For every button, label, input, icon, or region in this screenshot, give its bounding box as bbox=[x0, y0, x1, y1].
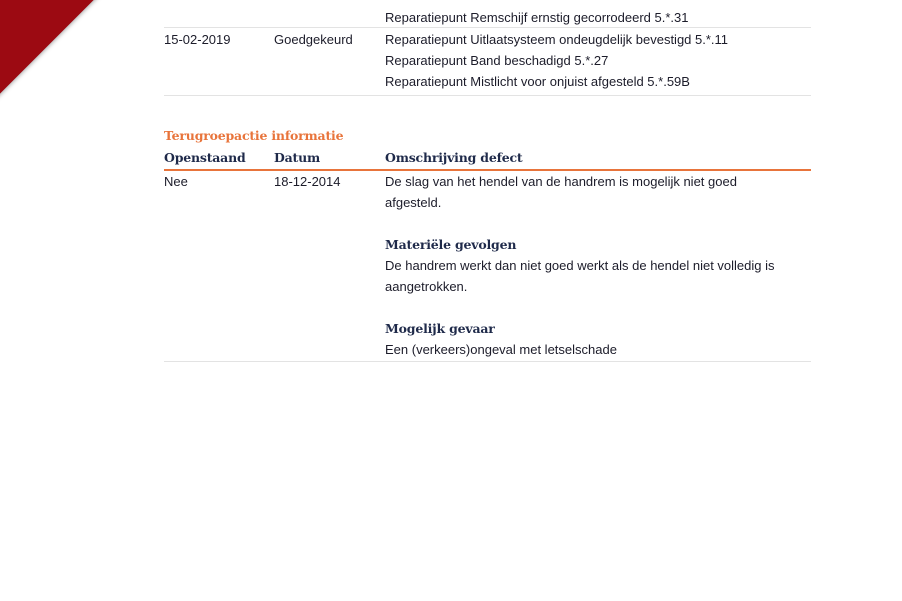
keuring-item: Reparatiepunt Band beschadigd 5.*.27 bbox=[385, 53, 609, 68]
recall-description bbox=[385, 171, 805, 360]
keuring-status: Goedgekeurd bbox=[274, 32, 353, 47]
header-date: Datum bbox=[274, 150, 321, 165]
keuring-item bbox=[385, 0, 811, 7]
recall-section-title: Terugroepactie informatie bbox=[164, 128, 344, 143]
keuring-row bbox=[164, 28, 811, 96]
corner-ribbon bbox=[0, 0, 130, 130]
document-page bbox=[164, 0, 811, 357]
keuring-row bbox=[164, 0, 811, 28]
gevolgen-text: aangetrokken. bbox=[385, 279, 468, 294]
header-open: Openstaand bbox=[164, 150, 246, 165]
recall-table-header bbox=[164, 149, 811, 171]
recall-open-value: Nee bbox=[164, 174, 188, 189]
defect-text: De slag van het hendel van de handrem is mogelijk niet goed bbox=[385, 174, 737, 189]
gevolgen-heading: Materiële gevolgen bbox=[385, 237, 517, 252]
keuring-item: Reparatiepunt Mistlicht voor onjuist afgesteld 5.*.59B bbox=[385, 74, 690, 89]
defect-text: afgesteld. bbox=[385, 195, 442, 210]
recall-date-value: 18-12-2014 bbox=[274, 174, 341, 189]
gevaar-text: Een (verkeers)ongeval met letselschade bbox=[385, 342, 617, 357]
keuring-date: 15-02-2019 bbox=[164, 32, 231, 47]
keuring-item: Reparatiepunt Remschijf ernstig gecorrodeerd 5.*.31 bbox=[385, 10, 689, 25]
gevolgen-text: De handrem werkt dan niet goed werkt als de hendel niet volledig is bbox=[385, 258, 775, 273]
header-description: Omschrijving defect bbox=[385, 150, 523, 165]
keuring-item: Reparatiepunt Uitlaatsysteem ondeugdelijk bevestigd 5.*.11 bbox=[385, 32, 729, 47]
recall-row bbox=[164, 171, 811, 362]
gevaar-heading: Mogelijk gevaar bbox=[385, 321, 495, 336]
